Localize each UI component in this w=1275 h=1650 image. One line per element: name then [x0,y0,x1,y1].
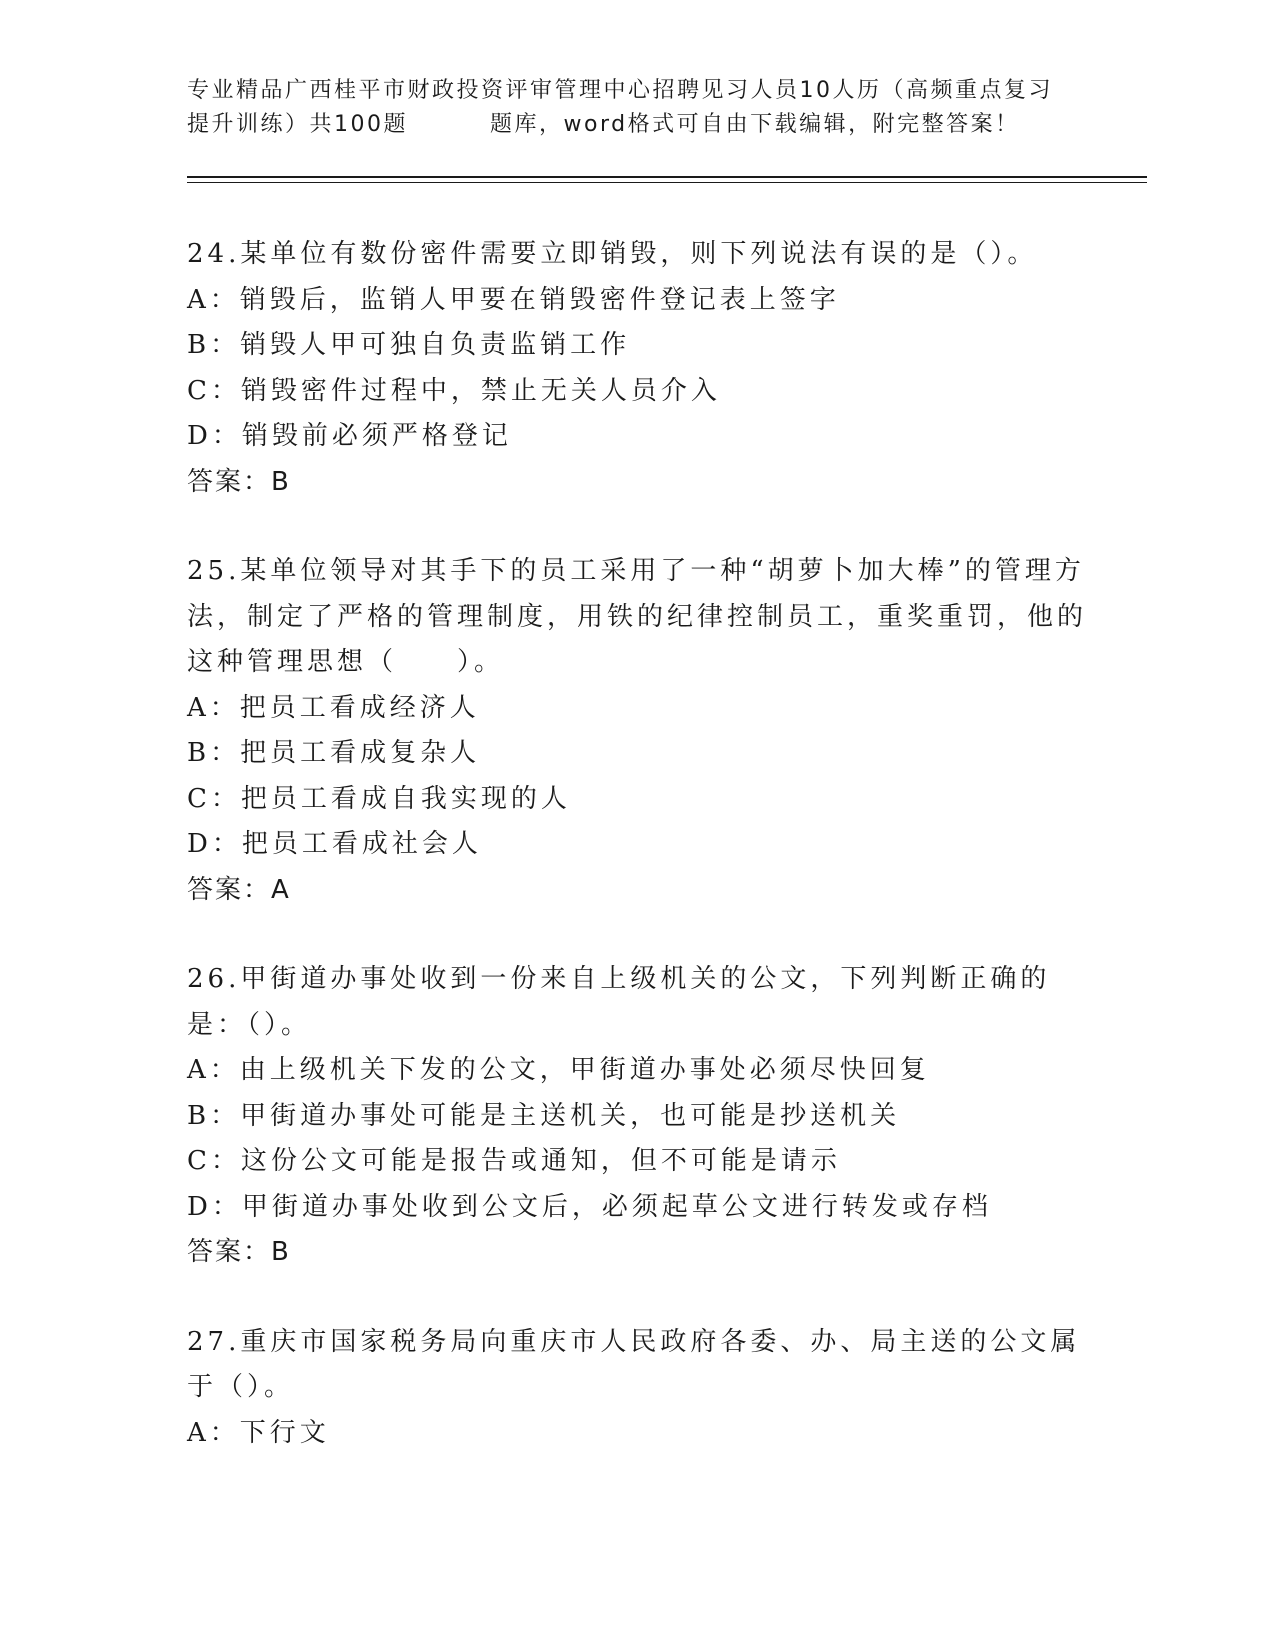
question-stem: 27.重庆市国家税务局向重庆市人民政府各委、办、局主送的公文属于（）。 [187,1326,1081,1402]
option-b: B：把员工看成复杂人 [187,738,481,768]
option-a: A：把员工看成经济人 [187,692,480,723]
question-25 [187,549,1087,913]
question-27 [187,1320,1087,1457]
question-stem: 26.甲街道办事处收到一份来自上级机关的公文，下列判断正确的是：（）。 [187,964,1051,1040]
question-stem: 25.某单位领导对其手下的员工采用了一种“胡萝卜加大棒”的管理方法，制定了严格的管理制度，用铁的纪律控制员工，重奖重罚，他的这种管理思想（ ）。 [187,556,1088,677]
header-line-2-left: 提升训练）共100题 [187,112,408,137]
option-c: C：销毁密件过程中，禁止无关人员介入 [187,375,721,406]
option-c: C：把员工看成自我实现的人 [187,783,571,814]
option-d: D：甲街道办事处收到公文后，必须起草公文进行转发或存档 [187,1191,992,1222]
option-a: A：销毁后，监销人甲要在销毁密件登记表上签字 [187,284,840,315]
header-rule-thin [187,182,1147,183]
question-list [187,232,1087,1500]
document-header [187,74,1087,142]
header-rule-thick [187,176,1147,178]
header-line-2 [187,108,1087,142]
option-c: C：这份公文可能是报告或通知，但不可能是请示 [187,1146,841,1176]
question-26 [187,957,1087,1276]
option-a: A：下行文 [187,1417,330,1448]
answer-line: 答案：B [187,466,291,497]
answer-line: 答案：B [187,1237,291,1267]
option-b: B：销毁人甲可独自负责监销工作 [187,330,631,360]
header-line-2-right: 题库，word格式可自由下载编辑，附完整答案！ [490,112,1020,137]
answer-line: 答案：A [187,874,291,905]
option-d: D：把员工看成社会人 [187,829,482,859]
option-b: B：甲街道办事处可能是主送机关，也可能是抄送机关 [187,1100,901,1131]
option-a: A：由上级机关下发的公文，甲街道办事处必须尽快回复 [187,1055,930,1085]
header-line-1: 专业精品广西桂平市财政投资评审管理中心招聘见习人员10人历（高频重点复习 [187,78,1053,103]
question-stem: 24.某单位有数份密件需要立即销毁，则下列说法有误的是（）。 [187,239,1038,269]
option-d: D：销毁前必须严格登记 [187,421,512,451]
question-24 [187,232,1087,505]
